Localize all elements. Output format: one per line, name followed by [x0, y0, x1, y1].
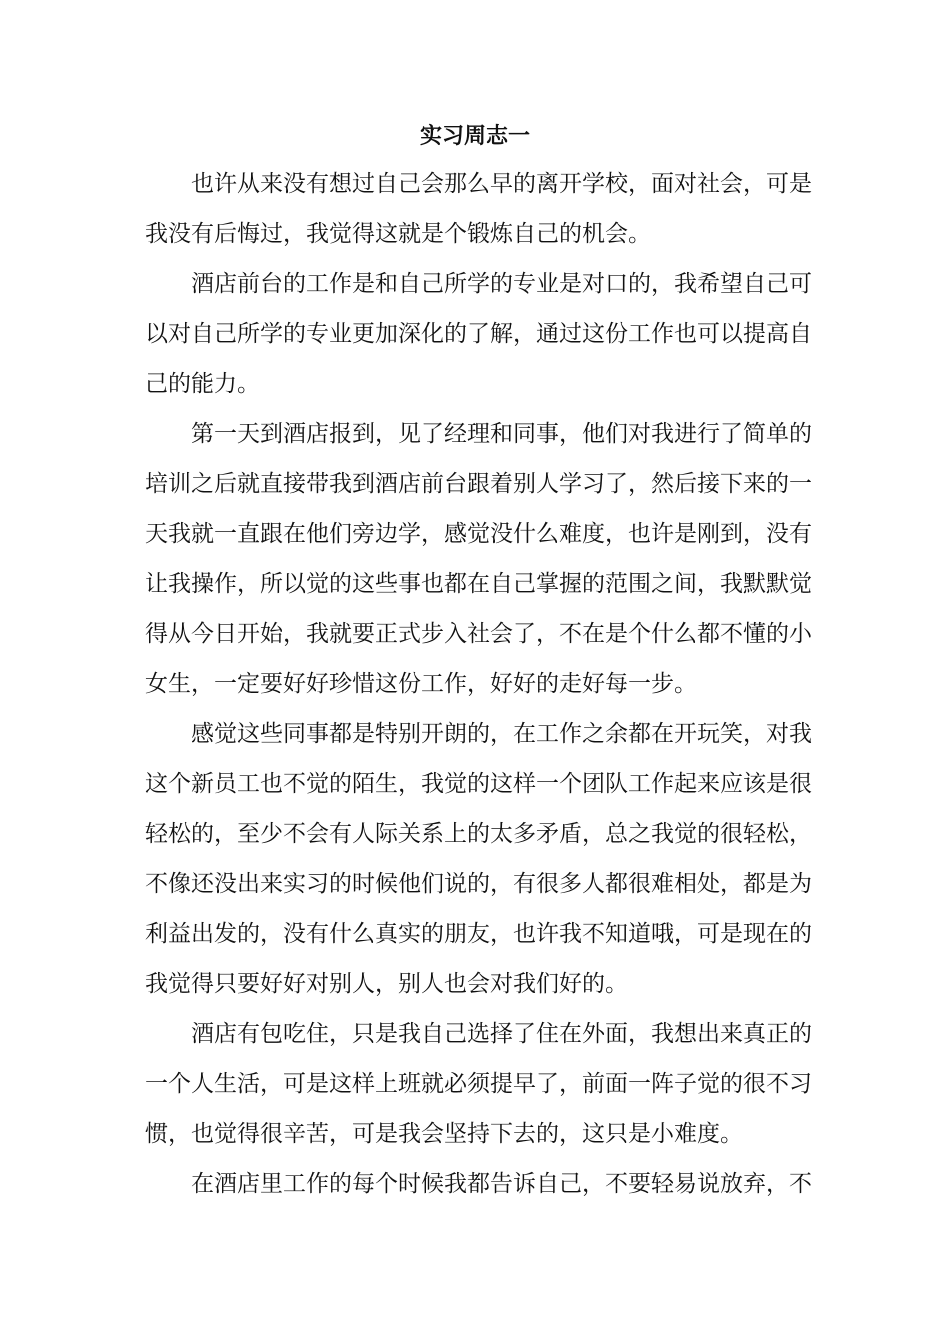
paragraph-line: 也许从来没有想过自己会那么早的离开学校，面对社会，可是 [191, 171, 812, 197]
paragraph-5 [145, 1009, 812, 1159]
paragraph-line: 女生，一定要好好珍惜这份工作，好好的走好每一步。 [145, 671, 697, 697]
paragraph-3 [145, 409, 812, 709]
paragraph-line: 感觉这些同事都是特别开朗的，在工作之余都在开玩笑，对我 [191, 721, 812, 747]
paragraph-line: 惯，也觉得很辛苦，可是我会坚持下去的，这只是小难度。 [145, 1121, 743, 1147]
paragraph-line: 培训之后就直接带我到酒店前台跟着别人学习了，然后接下来的一 [145, 471, 812, 497]
paragraph-line: 这个新员工也不觉的陌生，我觉的这样一个团队工作起来应该是很 [145, 771, 812, 797]
paragraph-line: 己的能力。 [145, 371, 260, 397]
document-title: 实习周志一 [419, 123, 530, 149]
paragraph-line: 酒店前台的工作是和自己所学的专业是对口的，我希望自己可 [191, 271, 812, 297]
paragraph-line: 一个人生活，可是这样上班就必须提早了，前面一阵子觉的很不习 [145, 1071, 812, 1097]
paragraph-line: 天我就一直跟在他们旁边学，感觉没什么难度，也许是刚到，没有 [145, 521, 812, 547]
paragraph-line: 轻松的，至少不会有人际关系上的太多矛盾，总之我觉的很轻松， [145, 821, 812, 847]
paragraph-2 [145, 259, 812, 409]
paragraph-line: 不像还没出来实习的时候他们说的，有很多人都很难相处，都是为 [145, 871, 812, 897]
paragraph-1 [145, 159, 812, 259]
document-body [145, 159, 812, 1209]
paragraph-4 [145, 709, 812, 1009]
paragraph-line: 以对自己所学的专业更加深化的了解，通过这份工作也可以提高自 [145, 321, 812, 347]
paragraph-6 [145, 1159, 812, 1209]
paragraph-line: 让我操作，所以觉的这些事也都在自己掌握的范围之间，我默默觉 [145, 571, 812, 597]
paragraph-line: 我没有后悔过，我觉得这就是个锻炼自己的机会。 [145, 221, 651, 247]
paragraph-line: 酒店有包吃住，只是我自己选择了住在外面，我想出来真正的 [191, 1021, 812, 1047]
paragraph-line: 我觉得只要好好对别人，别人也会对我们好的。 [145, 971, 628, 997]
paragraph-line: 利益出发的，没有什么真实的朋友，也许我不知道哦，可是现在的 [145, 921, 812, 947]
paragraph-line: 在酒店里工作的每个时候我都告诉自己，不要轻易说放弃，不 [191, 1171, 812, 1197]
paragraph-line: 第一天到酒店报到，见了经理和同事，他们对我进行了简单的 [191, 421, 812, 447]
paragraph-line: 得从今日开始，我就要正式步入社会了，不在是个什么都不懂的小 [145, 621, 812, 647]
